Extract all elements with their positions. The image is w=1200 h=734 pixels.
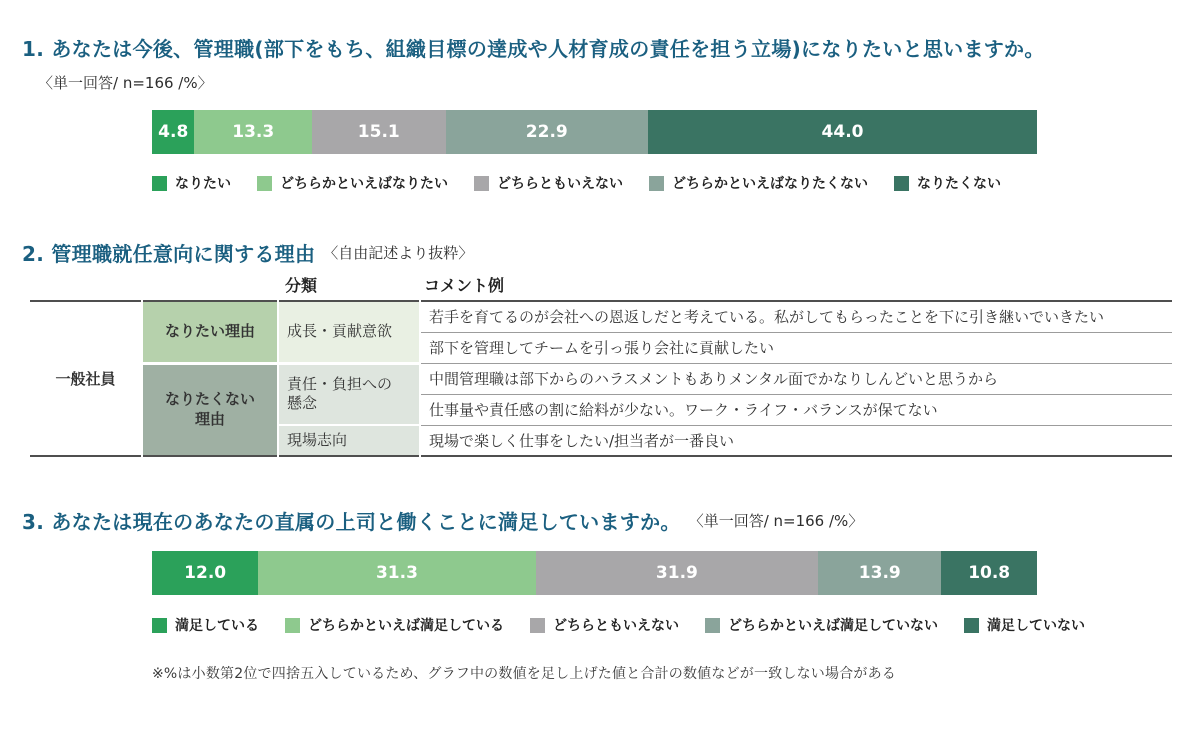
category-cell-field: 現場志向 bbox=[278, 425, 420, 456]
category-cell-burden: 責任・負担への懸念 bbox=[278, 363, 420, 425]
bar-segment-3: 15.1 bbox=[312, 110, 446, 154]
reason-table bbox=[30, 300, 1172, 457]
comment-cell-1: 若手を育てるのが会社への恩返しだと考えている。私がしてもらったことを下に引き継いでいきたい bbox=[420, 301, 1172, 332]
reason-cell-positive: なりたい理由 bbox=[142, 301, 278, 363]
reason-cell-negative: なりたくない理由 bbox=[142, 363, 278, 456]
legend-label: どちらかといえばなりたくない bbox=[672, 176, 868, 192]
legend-swatch bbox=[530, 618, 545, 633]
legend-swatch bbox=[649, 176, 664, 191]
section1-subnote: 〈単一回答/ n=166 /%〉 bbox=[38, 74, 213, 92]
section2-heading: 2. 管理職就任意向に関する理由 bbox=[22, 242, 316, 266]
bar-segment-1: 12.0 bbox=[152, 551, 258, 595]
legend-swatch bbox=[474, 176, 489, 191]
bar-segment-2: 31.3 bbox=[258, 551, 535, 595]
comment-cell-4: 仕事量や責任感の割に給料が少ない。ワーク・ライフ・バランスが保てない bbox=[420, 394, 1172, 425]
legend-label: どちらともいえない bbox=[497, 176, 623, 192]
legend-label: 満足していない bbox=[987, 618, 1085, 634]
legend-item bbox=[152, 615, 259, 635]
legend-swatch bbox=[894, 176, 909, 191]
legend-swatch bbox=[152, 176, 167, 191]
legend-label: どちらかといえば満足している bbox=[308, 618, 504, 634]
table-row bbox=[30, 363, 1172, 394]
q3-legend bbox=[152, 615, 1085, 635]
legend-label: どちらかといえばなりたい bbox=[280, 176, 448, 192]
q3-stacked-bar bbox=[152, 551, 1037, 595]
legend-swatch bbox=[705, 618, 720, 633]
section3-heading: 3. あなたは現在のあなたの直属の上司と働くことに満足していますか。 bbox=[22, 510, 681, 534]
legend-label: どちらかといえば満足していない bbox=[728, 618, 938, 634]
bar-segment-5: 44.0 bbox=[648, 110, 1037, 154]
legend-item bbox=[964, 615, 1085, 635]
section2-heading-row bbox=[22, 238, 473, 267]
comment-cell-5: 現場で楽しく仕事をしたい/担当者が一番良い bbox=[420, 425, 1172, 456]
legend-item bbox=[257, 173, 448, 193]
section2-subnote: 〈自由記述より抜粋〉 bbox=[323, 244, 474, 262]
bar-segment-4: 22.9 bbox=[446, 110, 648, 154]
legend-swatch bbox=[257, 176, 272, 191]
legend-label: なりたい bbox=[175, 176, 231, 192]
bar-segment-5: 10.8 bbox=[941, 551, 1037, 595]
rounding-footnote: ※%は小数第2位で四捨五入しているため、グラフ中の数値を足し上げた値と合計の数値などが一致しない場合がある bbox=[152, 666, 896, 682]
comment-cell-3: 中間管理職は部下からのハラスメントもありメンタル面でかなりしんどいと思うから bbox=[420, 363, 1172, 394]
legend-item bbox=[894, 173, 1001, 193]
legend-item bbox=[649, 173, 868, 193]
section1-heading: 1. あなたは今後、管理職(部下をもち、組織目標の達成や人材育成の責任を担う立場)になりたいと思いますか。 bbox=[22, 37, 1045, 61]
table-row bbox=[30, 301, 1172, 332]
legend-item bbox=[474, 173, 623, 193]
bar-segment-1: 4.8 bbox=[152, 110, 194, 154]
legend-swatch bbox=[964, 618, 979, 633]
q1-stacked-bar bbox=[152, 110, 1037, 154]
legend-swatch bbox=[285, 618, 300, 633]
bar-segment-3: 31.9 bbox=[536, 551, 819, 595]
category-cell-growth: 成長・貢献意欲 bbox=[278, 301, 420, 363]
legend-label: 満足している bbox=[175, 618, 259, 634]
row-group-label: 一般社員 bbox=[30, 301, 142, 456]
section3-subnote: 〈単一回答/ n=166 /%〉 bbox=[688, 512, 864, 530]
comment-cell-2: 部下を管理してチームを引っ張り会社に貢献したい bbox=[420, 332, 1172, 363]
legend-label: なりたくない bbox=[917, 176, 1001, 192]
table-header-comment: コメント例 bbox=[424, 276, 505, 295]
legend-item bbox=[530, 615, 679, 635]
section3-heading-row bbox=[22, 506, 863, 535]
legend-item bbox=[285, 615, 504, 635]
legend-item bbox=[152, 173, 231, 193]
legend-swatch bbox=[152, 618, 167, 633]
table-header-category: 分類 bbox=[285, 276, 318, 295]
bar-segment-2: 13.3 bbox=[194, 110, 312, 154]
bar-segment-4: 13.9 bbox=[818, 551, 941, 595]
legend-item bbox=[705, 615, 938, 635]
legend-label: どちらともいえない bbox=[553, 618, 679, 634]
q1-legend bbox=[152, 173, 1001, 193]
